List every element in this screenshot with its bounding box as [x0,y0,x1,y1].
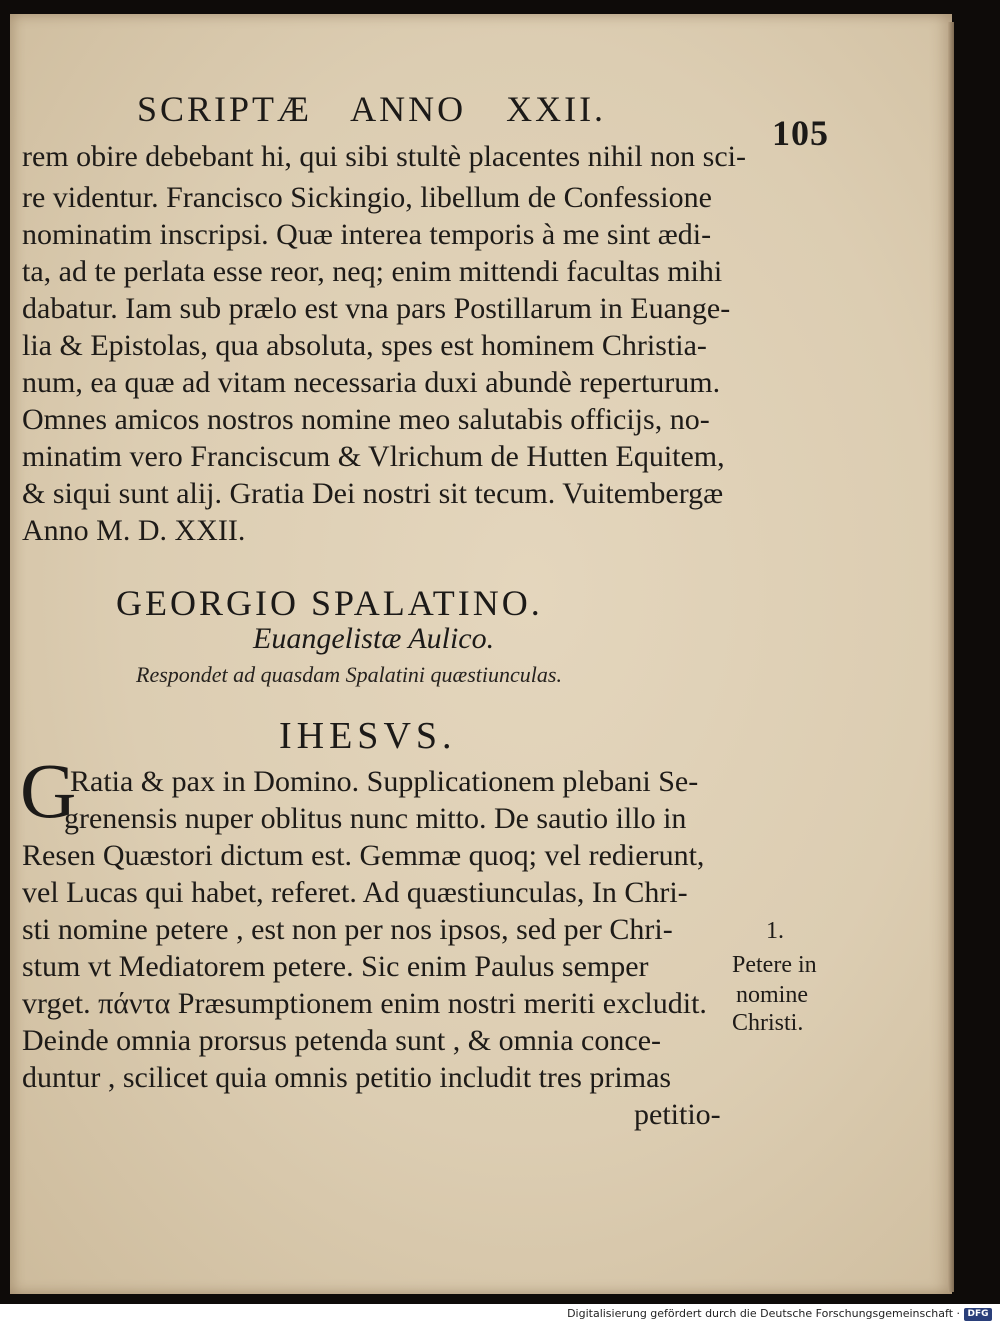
letter-subtitle: Euangelistæ Aulico. [253,622,495,655]
margin-note-line: Christi. [732,1010,804,1036]
text-line: nominatim inscripsi. Quæ interea temporis à me sint ædi- [22,218,712,251]
letter-line: duntur , scilicet quia omnis petitio includit tres primas [22,1061,672,1094]
margin-note-line: Petere in [732,952,817,978]
running-head-middle: ANNO [350,89,467,129]
text-line: Anno M. D. XXII. [22,514,246,547]
letter-line: grenensis nuper oblitus nunc mitto. De sautio illo in [64,802,687,835]
letter-title: GEORGIO SPALATINO. [116,583,543,623]
text-line: ta, ad te perlata esse reor, neq; enim mittendi facultas mihi [22,255,723,288]
letter-note: Respondet ad quasdam Spalatini quæstiunculas. [136,662,562,687]
digitization-footer [0,1304,1000,1326]
letter-line: vel Lucas qui habet, referet. Ad quæstiunculas, In Chri- [22,876,688,909]
text-line: re videntur. Francisco Sickingio, libellum de Confessione [22,181,712,214]
drop-initial: G [20,747,77,834]
text-line: minatim vero Franciscum & Vlrichum de Hutten Equitem, [22,440,725,473]
text-line: & siqui sunt alij. Gratia Dei nostri sit tecum. Vuitembergæ [22,477,724,510]
text-line: Omnes amicos nostros nomine meo salutabis officijs, no- [22,403,710,436]
letter-line: sti nomine petere , est non per nos ipsos, sed per Chri- [22,913,673,946]
margin-note-line: nomine [736,982,808,1008]
dfg-logo: DFG [964,1308,992,1321]
text-line: num, ea quæ ad vitam necessaria duxi abundè reperturum. [22,366,721,399]
text-line: dabatur. Iam sub prælo est vna pars Postillarum in Euange- [22,292,731,325]
page-number: 105 [772,113,829,153]
running-head-left: SCRIPTÆ [137,89,313,129]
letter-line: Deinde omnia prorsus petenda sunt , & omnia conce- [22,1024,661,1057]
text-line: rem obire debebant hi, qui sibi stultè placentes nihil non sci- [22,140,746,173]
text-line: lia & Epistolas, qua absoluta, spes est hominem Christia- [22,329,707,362]
catchword: petitio- [634,1098,721,1131]
footer-credit: Digitalisierung gefördert durch die Deutsche Forschungsgemeinschaft · [567,1307,960,1320]
letter-line: Resen Quæstori dictum est. Gemmæ quoq; vel redierunt, [22,839,705,872]
page-edge [948,22,954,1292]
letter-line: stum vt Mediatorem petere. Sic enim Paulus semper [22,950,649,983]
letter-line: Ratia & pax in Domino. Supplicationem plebani Se- [70,765,699,798]
running-head-right: XXII. [506,89,607,129]
letter-line: vrget. πάντα Præsumptionem enim nostri meriti excludit. [22,987,707,1020]
running-head [137,88,634,130]
margin-note-number: 1. [766,918,784,944]
invocation-heading: IHESVS. [279,715,457,757]
